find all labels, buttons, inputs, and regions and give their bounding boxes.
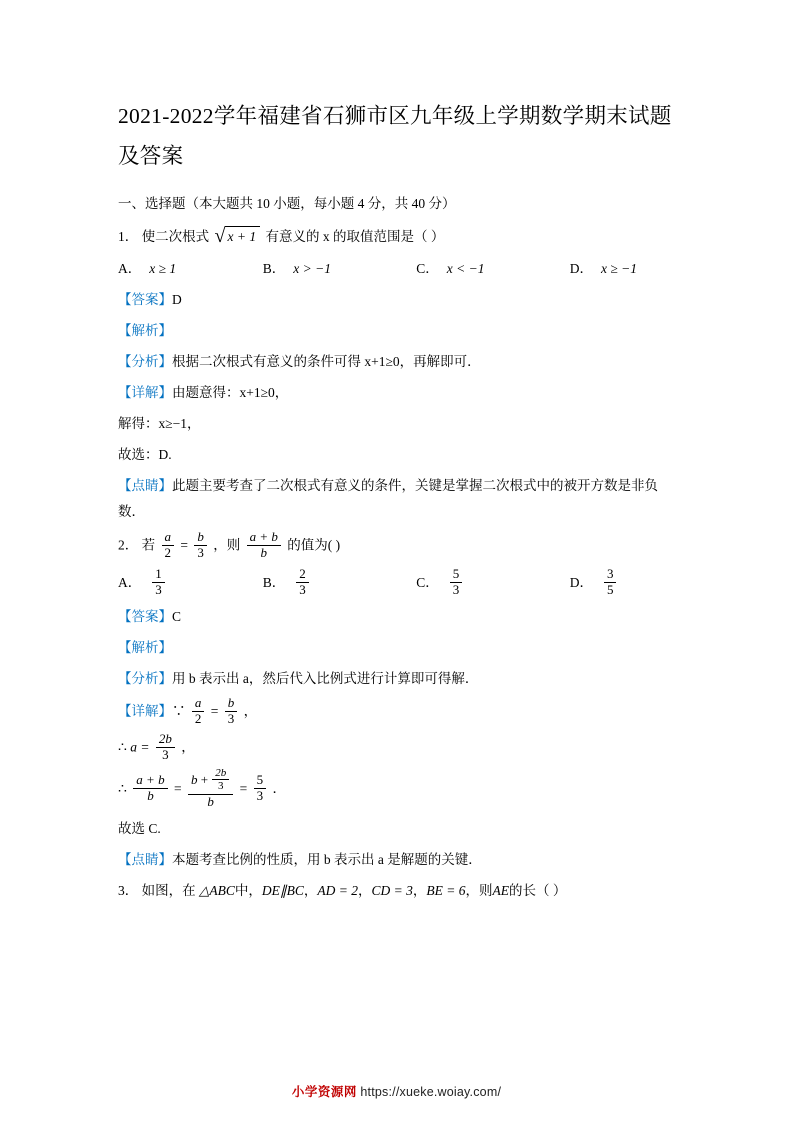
question-1-step-2: 故选：D.: [118, 447, 172, 462]
choice-c-label: C．: [416, 261, 439, 276]
fraction-denominator: b: [147, 788, 154, 804]
fraction-denominator: 5: [606, 581, 614, 597]
q3-ad: AD = 2: [317, 882, 358, 898]
fraction-denominator: 2: [194, 710, 202, 726]
dianjing-text: 本题考查比例的性质，用 b 表示出 a 是解题的关键．: [172, 851, 482, 867]
question-1-analysis-tag: 【解析】: [118, 323, 172, 338]
dianjing-tag: 【点睛】: [118, 851, 172, 867]
comma: ，: [243, 703, 258, 719]
b-term: b: [190, 771, 198, 787]
fraction-denominator: b: [260, 544, 268, 560]
q3-part-0: 如图，在: [141, 882, 196, 898]
footer-watermark: [0, 1082, 793, 1100]
fraction-b-over-3: [194, 530, 207, 561]
choice-a: [118, 565, 263, 599]
choice-c: [416, 256, 570, 282]
xiangjie-text: 由题意得：x+1≥0，: [172, 385, 289, 400]
question-1-xiangjie: [118, 380, 675, 406]
fraction-denominator: 3: [197, 544, 204, 560]
q3-ae: AE: [492, 882, 509, 898]
choice-a-label: A．: [118, 575, 142, 591]
therefore-symbol: ∴: [118, 781, 127, 797]
question-1-radicand: x + 1: [225, 226, 260, 246]
fraction-numerator: b: [225, 696, 238, 712]
xiangjie-tag: 【详解】: [118, 703, 172, 719]
question-2-stem-middle: ，则: [213, 537, 241, 553]
fraction-denominator: 3: [162, 746, 169, 762]
question-3-stem: [118, 878, 675, 904]
fraction-2b-over-3: [156, 732, 175, 763]
fraction-numerator: 1: [152, 567, 165, 583]
question-1-number: 1．: [118, 229, 139, 244]
fraction-denominator: 3: [452, 581, 460, 597]
dianjing-text: 此题主要考查了二次根式有意义的条件，关键是掌握二次根式中的被开方数是非负数．: [118, 478, 658, 519]
fraction-numerator: 2: [296, 567, 309, 583]
fraction-numerator: 5: [450, 567, 463, 583]
fraction-b-over-3: [225, 696, 238, 727]
fraction-numerator: 3: [604, 567, 617, 583]
question-1-stem: [118, 224, 675, 250]
q3-cd: CD = 3: [371, 882, 413, 898]
watermark-url: https://xueke.woiay.com/: [360, 1085, 502, 1099]
fraction-result: [254, 773, 267, 804]
period: ．: [272, 780, 287, 796]
choice-d-text: x ≥ −1: [600, 261, 637, 276]
choice-b: [262, 565, 417, 599]
fraction-denominator: 3: [155, 581, 162, 597]
choice-a-text: x ≥ 1: [149, 261, 177, 276]
fraction-a-plus-b-over-b: [247, 530, 281, 561]
radical-sign: √: [214, 224, 226, 247]
choice-b: [263, 256, 417, 282]
question-2-answer-line: [118, 604, 675, 630]
question-3-number: 3．: [118, 882, 139, 898]
because-symbol: ∵: [172, 703, 186, 719]
fraction-denominator: 3: [218, 780, 224, 793]
fraction-compound: [188, 768, 233, 810]
fenxi-text: 用 b 表示出 a，然后代入比例式进行计算即可得解．: [172, 670, 479, 686]
choice-d-fraction: [604, 567, 617, 598]
question-1-dianjing: [118, 473, 675, 525]
question-2-fenxi: [118, 666, 675, 692]
fraction-numerator: a + b: [247, 530, 281, 546]
fraction-denominator: 2: [164, 544, 171, 560]
fraction-numerator: a: [192, 696, 205, 712]
choice-d: [570, 256, 675, 282]
fraction-a-plus-b-over-b: [133, 773, 167, 804]
question-2-xiangjie-line2: [118, 730, 675, 764]
question-1-answer-line: [118, 287, 675, 313]
answer-value: C: [172, 608, 182, 624]
q3-part-10: ，则: [465, 882, 493, 898]
choice-b-label: B．: [262, 261, 286, 276]
question-2-stem-suffix: 的值为( ): [287, 537, 341, 553]
a-equals: a =: [130, 739, 150, 755]
xiangjie-tag: 【详解】: [118, 385, 172, 400]
question-2-choices: [118, 565, 675, 599]
answer-tag: 【答案】: [118, 608, 172, 624]
equals-sign: =: [180, 537, 188, 553]
q3-part-8: ，: [412, 882, 427, 898]
question-1-stem-before: 使二次根式: [141, 229, 210, 244]
choice-d-label: D．: [569, 575, 593, 591]
fraction-numerator: 2b: [212, 767, 229, 781]
question-2-stem: [118, 531, 675, 562]
question-2-analysis-tag: 【解析】: [118, 639, 172, 655]
answer-value: D: [172, 292, 182, 307]
q3-be: BE = 6: [426, 882, 466, 898]
watermark-text: 小学资源网: [291, 1085, 357, 1099]
fenxi-tag: 【分析】: [118, 354, 172, 369]
choice-b-text: x > −1: [293, 261, 331, 276]
choice-d-label: D．: [569, 261, 593, 276]
fraction-numerator: a + b: [133, 773, 167, 789]
fraction-numerator: 2b: [156, 732, 175, 748]
choice-b-label: B．: [262, 575, 286, 591]
choice-c-label: C．: [416, 575, 439, 591]
question-1-choices: [118, 256, 675, 282]
fraction-numerator: b + $\frac{2b}{3}$: [188, 768, 233, 795]
therefore-symbol: ∴: [118, 740, 127, 756]
question-1-step-1: 解得：x≥−1，: [118, 416, 201, 431]
comma: ，: [181, 739, 195, 755]
fenxi-tag: 【分析】: [118, 670, 172, 686]
question-1-fenxi: [118, 349, 675, 375]
choice-a-fraction: [152, 567, 165, 598]
question-2-stem-prefix: 若: [141, 537, 156, 553]
choice-c: [416, 565, 570, 599]
choice-d: [569, 565, 675, 599]
fraction-denominator: b: [207, 793, 214, 809]
page-title: 2021-2022学年福建省石狮市区九年级上学期数学期末试题及答案: [118, 104, 672, 168]
choice-c-text: x < −1: [446, 261, 485, 276]
fraction-denominator: 3: [256, 788, 264, 804]
fraction-a-over-2: [192, 696, 205, 727]
question-2-xiangjie-line1: [118, 694, 675, 728]
equals-sign: =: [173, 780, 182, 796]
dianjing-tag: 【点睛】: [118, 478, 172, 493]
section-heading: 一、选择题（本大题共 10 小题，每小题 4 分，共 40 分）: [118, 196, 456, 211]
fenxi-text: 根据二次根式有意义的条件可得 x+1≥0，再解即可．: [172, 354, 481, 369]
fraction-numerator: a: [162, 530, 175, 546]
fraction-numerator: 5: [254, 773, 267, 789]
question-2-dianjing: [118, 847, 675, 873]
q3-part-2: 中，: [234, 882, 262, 898]
q3-part-12: 的长（ ）: [508, 882, 567, 898]
question-2-xiangjie-line3: [118, 766, 675, 811]
q3-part-4: ，: [303, 882, 318, 898]
fraction-denominator: 3: [299, 581, 306, 597]
answer-tag: 【答案】: [118, 292, 172, 307]
choice-c-fraction: [450, 567, 463, 598]
choice-a: [118, 256, 263, 282]
equals-sign: =: [239, 780, 248, 796]
q3-de-parallel-bc: DE∥BC: [261, 882, 304, 898]
choice-b-fraction: [296, 567, 309, 598]
sqrt-icon: [215, 226, 261, 246]
equals-sign: =: [210, 703, 219, 719]
q3-part-6: ，: [358, 882, 372, 898]
question-1-stem-after: 有意义的 x 的取值范围是（ ）: [265, 229, 445, 244]
fraction-a-over-2: [162, 530, 175, 561]
choice-a-label: A．: [118, 261, 142, 276]
fraction-denominator: 3: [227, 710, 235, 726]
inner-fraction-2b-over-3: [212, 767, 229, 793]
fraction-numerator: b: [194, 530, 207, 546]
question-2-number: 2．: [118, 537, 139, 553]
question-2-conclusion: 故选 C.: [118, 820, 161, 836]
q3-triangle-abc: △ABC: [199, 882, 235, 898]
